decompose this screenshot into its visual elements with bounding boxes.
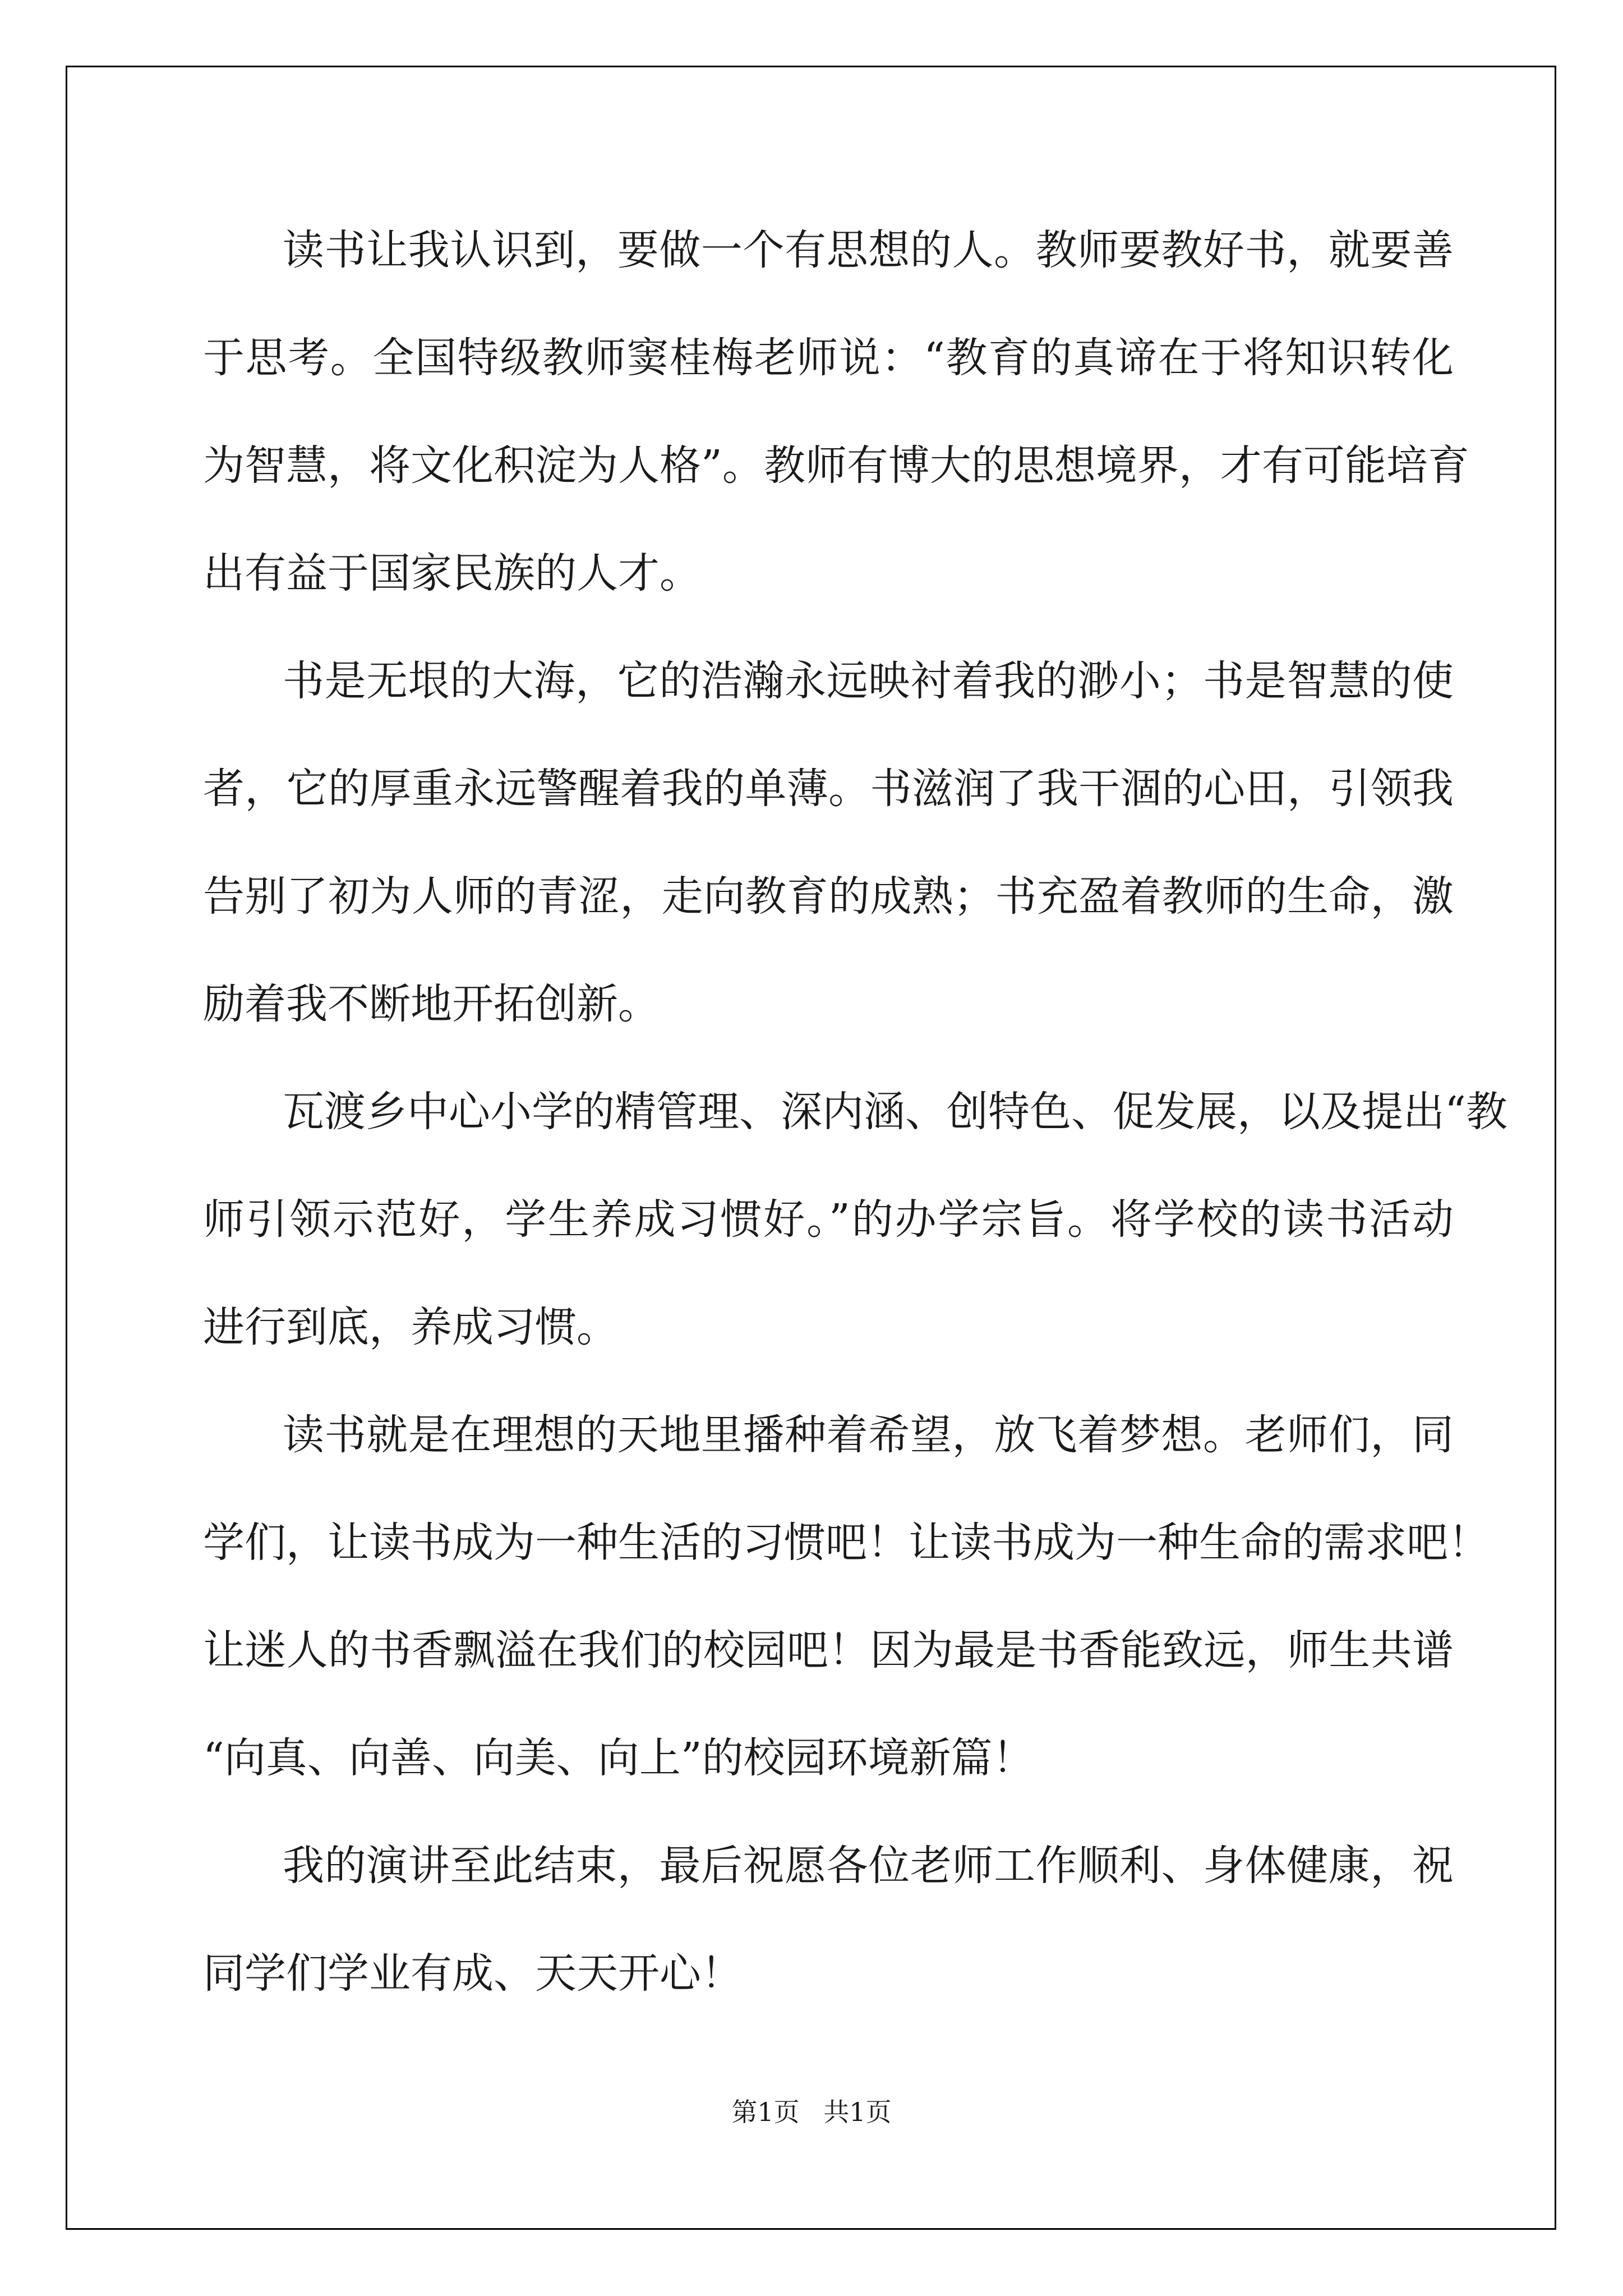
paragraph-2-line-4: 励着我不断地开拓创新。 (203, 980, 660, 1028)
paragraph-3-line-3: 进行到底，养成习惯。 (203, 1303, 618, 1351)
page-number-total: 共1页 (823, 2097, 892, 2127)
page-number-current: 第1页 (731, 2097, 800, 2127)
paragraph-2-line-1: 书是无垠的大海，它的浩瀚永远映衬着我的渺小；书是智慧的使 (283, 657, 1454, 705)
paragraph-5-line-2: 同学们学业有成、天天开心！ (203, 1949, 743, 1998)
paragraph-4-line-3: 让迷人的书香飘溢在我们的校园吧！因为最是书香能致远，师生共谱 (203, 1626, 1454, 1674)
paragraph-1-line-3: 为智慧，将文化积淀为人格”。教师有博大的思想境界，才有可能培育 (203, 441, 1469, 490)
page-border (66, 66, 1556, 2230)
paragraph-1-line-2: 于思考。全国特级教师窦桂梅老师说：“教育的真谛在于将知识转化 (203, 334, 1454, 382)
paragraph-4-line-2: 学们，让读书成为一种生活的习惯吧！让读书成为一种生命的需求吧！ (203, 1519, 1490, 1567)
paragraph-5-line-1: 我的演讲至此结束，最后祝愿各位老师工作顺利、身体健康，祝 (283, 1842, 1454, 1890)
paragraph-2-line-2: 者，它的厚重永远警醒着我的单薄。书滋润了我干涸的心田，引领我 (203, 765, 1454, 813)
paragraph-4-line-4: “向真、向善、向美、向上”的校园环境新篇！ (203, 1734, 1034, 1782)
paragraph-1-line-1: 读书让我认识到，要做一个有思想的人。教师要教好书，就要善 (283, 226, 1454, 274)
paragraph-2-line-3: 告别了初为人师的青涩，走向教育的成熟；书充盈着教师的生命，激 (203, 872, 1454, 921)
paragraph-4-line-1: 读书就是在理想的天地里播种着希望，放飞着梦想。老师们，同 (283, 1411, 1454, 1459)
page-footer (0, 2095, 1623, 2129)
paragraph-1-line-4: 出有益于国家民族的人才。 (203, 549, 701, 597)
paragraph-3-line-2: 师引领示范好，学生养成习惯好。”的办学宗旨。将学校的读书活动 (203, 1195, 1454, 1244)
paragraph-3-line-1: 瓦渡乡中心小学的精管理、深内涵、创特色、促发展，以及提出“教 (283, 1088, 1507, 1136)
